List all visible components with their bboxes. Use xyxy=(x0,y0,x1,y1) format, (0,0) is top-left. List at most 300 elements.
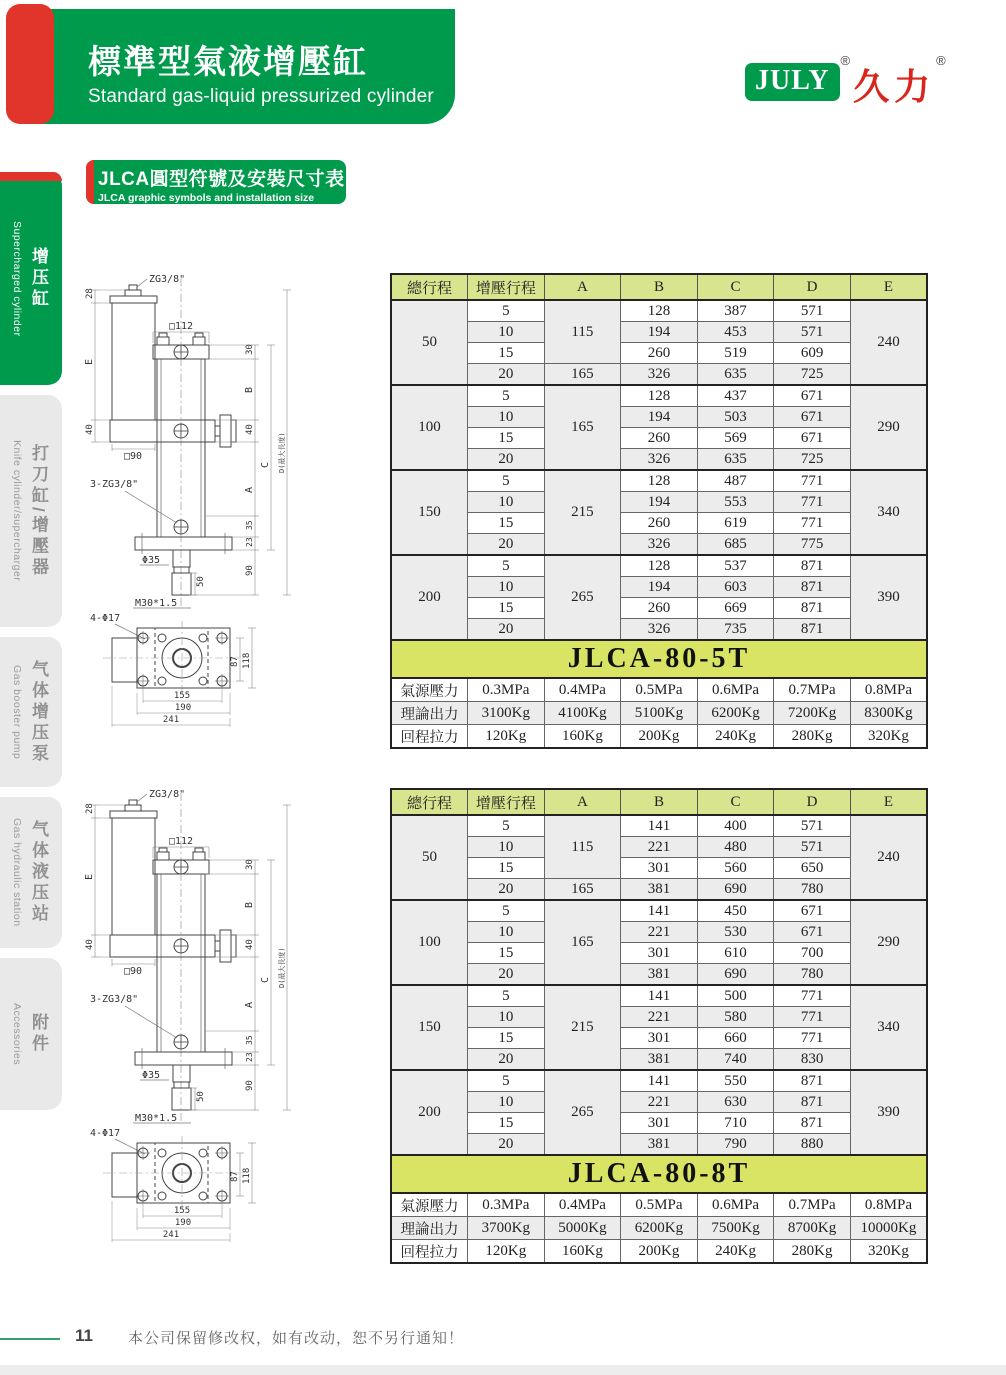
dim40-left-label: 40 xyxy=(85,424,95,435)
dim-cell: 610 xyxy=(697,943,774,964)
holes-label: 4-Φ17 xyxy=(90,1128,121,1139)
dim-cell: 635 xyxy=(697,364,774,386)
dim-cell: 115 xyxy=(544,300,621,364)
dim-cell: 5 xyxy=(468,555,545,577)
dim-cell: 10 xyxy=(468,1092,545,1113)
page-bottom-edge xyxy=(0,1365,1006,1375)
spec-table xyxy=(390,1192,928,1264)
dim-cell: 165 xyxy=(544,900,621,985)
dim-cell: 215 xyxy=(544,470,621,555)
dimA-label: A xyxy=(244,1001,255,1008)
dimension-table xyxy=(390,788,928,1156)
dim-cell: 0.6MPa xyxy=(697,678,774,702)
spec-row-label: 理論出力 xyxy=(391,1217,468,1240)
phi35-label: Φ35 xyxy=(142,555,161,566)
thread-label: M30*1.5 xyxy=(135,1113,178,1124)
dim-cell: 260 xyxy=(621,513,698,534)
dim-cell: 790 xyxy=(697,1134,774,1156)
dim-cell: 519 xyxy=(697,343,774,364)
dim-cell: 15 xyxy=(468,1113,545,1134)
dim-cell: 603 xyxy=(697,577,774,598)
dim-cell: 487 xyxy=(697,470,774,492)
dim-cell: 221 xyxy=(621,922,698,943)
dimension-table-block-1 xyxy=(390,273,928,749)
dim-column-header: 增壓行程 xyxy=(468,789,545,815)
dim-cell: 100 xyxy=(391,900,468,985)
dimE-label: E xyxy=(85,873,95,880)
dim-cell: 165 xyxy=(544,364,621,386)
header-red-accent xyxy=(6,4,54,124)
dim-cell: 20 xyxy=(468,364,545,386)
sidebar-tab-gas-booster-pump[interactable] xyxy=(0,637,62,787)
dim-cell: 669 xyxy=(697,598,774,619)
dim-cell: 128 xyxy=(621,470,698,492)
dim-cell: 780 xyxy=(774,964,851,986)
dim-cell: 690 xyxy=(697,964,774,986)
page-number: 11 xyxy=(75,1326,93,1345)
dim-cell: 15 xyxy=(468,1028,545,1049)
dim-cell: 871 xyxy=(774,577,851,598)
dim-cell: 260 xyxy=(621,343,698,364)
dim-cell: 10 xyxy=(468,322,545,343)
dim-cell: 0.3MPa xyxy=(468,678,545,702)
dim-cell: 280Kg xyxy=(774,1240,851,1264)
dim-cell: 771 xyxy=(774,513,851,534)
dim-cell: 326 xyxy=(621,534,698,556)
dim-cell: 671 xyxy=(774,407,851,428)
sidebar-tab-knife-cylinder[interactable] xyxy=(0,395,62,627)
dim-cell: 160Kg xyxy=(544,725,621,749)
page-subtitle: Standard gas-liquid pressurized cylinder xyxy=(88,86,434,107)
dim-cell: 5 xyxy=(468,900,545,922)
dim-cell: 5 xyxy=(468,470,545,492)
section-title-en: JLCA graphic symbols and installation size xyxy=(98,192,315,204)
spec-row-label: 回程拉力 xyxy=(391,725,468,749)
dim35-label: 35 xyxy=(245,520,254,530)
spec-row-label: 氣源壓力 xyxy=(391,1193,468,1217)
tab-label-en: Supercharged cylinder xyxy=(11,220,23,337)
sidebar-tab-accessories[interactable] xyxy=(0,958,62,1110)
tab-label-en: Accessories xyxy=(11,1002,23,1066)
dim-cell: 537 xyxy=(697,555,774,577)
dim-cell: 326 xyxy=(621,619,698,641)
dimB-label: B xyxy=(244,386,255,393)
registered-mark-icon: ® xyxy=(840,53,851,68)
tab-label-en: Gas booster pump xyxy=(11,664,23,760)
dim-cell: 50 xyxy=(391,300,468,385)
dim90-label: 90 xyxy=(245,565,255,576)
dim-cell: 141 xyxy=(621,815,698,837)
dim-cell: 260 xyxy=(621,598,698,619)
dimD-label: D(最大長度) xyxy=(278,947,286,988)
dim-cell: 390 xyxy=(850,555,927,640)
dim-cell: 200Kg xyxy=(621,1240,698,1264)
dim-cell: 0.5MPa xyxy=(621,1193,698,1217)
dim-cell: 500 xyxy=(697,985,774,1007)
dim-cell: 141 xyxy=(621,985,698,1007)
dim-cell: 5 xyxy=(468,815,545,837)
dim-cell: 194 xyxy=(621,577,698,598)
dimB-label: B xyxy=(244,901,255,908)
dim40-left-label: 40 xyxy=(85,939,95,950)
dim-cell: 830 xyxy=(774,1049,851,1071)
dim-cell: 780 xyxy=(774,879,851,901)
dim-cell: 381 xyxy=(621,1049,698,1071)
dim-cell: 7500Kg xyxy=(697,1217,774,1240)
dim-cell: 120Kg xyxy=(468,1240,545,1264)
dim-cell: 265 xyxy=(544,1070,621,1155)
dim-cell: 871 xyxy=(774,1070,851,1092)
dim-cell: 381 xyxy=(621,1134,698,1156)
spec-row-label: 氣源壓力 xyxy=(391,678,468,702)
logo-july: JULY xyxy=(745,63,840,101)
dim-cell: 571 xyxy=(774,300,851,322)
dim-cell: 128 xyxy=(621,385,698,407)
dim-cell: 128 xyxy=(621,300,698,322)
dimC-label: C xyxy=(260,976,271,983)
spec-table xyxy=(390,677,928,749)
dim-cell: 10000Kg xyxy=(850,1217,927,1240)
dim-cell: 650 xyxy=(774,858,851,879)
dim-cell: 390 xyxy=(850,1070,927,1155)
dim-cell: 301 xyxy=(621,943,698,964)
dim-cell: 725 xyxy=(774,449,851,471)
dim-cell: 5000Kg xyxy=(544,1217,621,1240)
dim-cell: 550 xyxy=(697,1070,774,1092)
dim-cell: 671 xyxy=(774,922,851,943)
dim-cell: 165 xyxy=(544,385,621,470)
dim-column-header: 總行程 xyxy=(391,789,468,815)
dim-cell: 400 xyxy=(697,815,774,837)
f87-label: 87 xyxy=(230,656,240,667)
sq90-label: □90 xyxy=(123,966,143,977)
dim-cell: 20 xyxy=(468,879,545,901)
dim-cell: 320Kg xyxy=(850,1240,927,1264)
dim-cell: 265 xyxy=(544,555,621,640)
dim-cell: 10 xyxy=(468,407,545,428)
dim-cell: 340 xyxy=(850,985,927,1070)
dim-cell: 15 xyxy=(468,598,545,619)
dim-cell: 221 xyxy=(621,1092,698,1113)
dim-cell: 120Kg xyxy=(468,725,545,749)
dim-column-header: D xyxy=(774,274,851,300)
dim23-label: 23 xyxy=(245,537,254,547)
dim-cell: 301 xyxy=(621,858,698,879)
dimE-label: E xyxy=(85,358,95,365)
dim-column-header: B xyxy=(621,789,698,815)
dim-cell: 150 xyxy=(391,985,468,1070)
dim-cell: 569 xyxy=(697,428,774,449)
dim-cell: 8700Kg xyxy=(774,1217,851,1240)
registered-mark-icon: ® xyxy=(936,53,946,68)
dim-cell: 200 xyxy=(391,555,468,640)
dim50-label: 50 xyxy=(196,1091,206,1102)
dim-cell: 115 xyxy=(544,815,621,879)
dim-cell: 7200Kg xyxy=(774,702,851,725)
dim-cell: 609 xyxy=(774,343,851,364)
cylinder-drawing-2 xyxy=(85,778,387,1305)
dimension-table xyxy=(390,273,928,641)
f155-label: 155 xyxy=(173,691,191,701)
dim-cell: 771 xyxy=(774,1007,851,1028)
dim-cell: 50 xyxy=(391,815,468,900)
f190-label: 190 xyxy=(174,1218,192,1228)
dim-cell: 20 xyxy=(468,449,545,471)
page-title: 標準型氣液增壓缸 xyxy=(88,43,368,80)
dim-cell: 630 xyxy=(697,1092,774,1113)
f118-label: 118 xyxy=(242,652,252,669)
dim-cell: 685 xyxy=(697,534,774,556)
dim-cell: 0.7MPa xyxy=(774,1193,851,1217)
tab-label-zh: 增压缸 xyxy=(29,247,48,310)
dim-cell: 10 xyxy=(468,577,545,598)
dim-cell: 580 xyxy=(697,1007,774,1028)
dim-cell: 15 xyxy=(468,943,545,964)
dim-cell: 560 xyxy=(697,858,774,879)
sq90-label: □90 xyxy=(123,451,143,462)
dim-cell: 6200Kg xyxy=(621,1217,698,1240)
dim-cell: 301 xyxy=(621,1113,698,1134)
dim-cell: 200 xyxy=(391,1070,468,1155)
dim-cell: 0.8MPa xyxy=(850,678,927,702)
holes-label: 4-Φ17 xyxy=(90,613,121,624)
dim-cell: 660 xyxy=(697,1028,774,1049)
dim-cell: 340 xyxy=(850,470,927,555)
dim-cell: 635 xyxy=(697,449,774,471)
dim-cell: 3100Kg xyxy=(468,702,545,725)
dim-cell: 8300Kg xyxy=(850,702,927,725)
dim-cell: 20 xyxy=(468,1049,545,1071)
dim-cell: 215 xyxy=(544,985,621,1070)
f118-label: 118 xyxy=(242,1167,252,1184)
dim-cell: 160Kg xyxy=(544,1240,621,1264)
phi35-label: Φ35 xyxy=(142,1070,161,1081)
dim-cell: 0.4MPa xyxy=(544,1193,621,1217)
dim-cell: 240 xyxy=(850,300,927,385)
sidebar-tab-supercharged-cylinder[interactable] xyxy=(0,172,62,385)
dim-cell: 3700Kg xyxy=(468,1217,545,1240)
f241-label: 241 xyxy=(162,1230,180,1240)
dim30-label: 30 xyxy=(245,344,255,355)
dim-cell: 194 xyxy=(621,492,698,513)
f190-label: 190 xyxy=(174,703,192,713)
dim-cell: 437 xyxy=(697,385,774,407)
dim50-label: 50 xyxy=(196,576,206,587)
port-top-label: ZG3/8" xyxy=(149,789,186,800)
dim-cell: 381 xyxy=(621,879,698,901)
dim-cell: 671 xyxy=(774,385,851,407)
dim-cell: 240Kg xyxy=(697,1240,774,1264)
spec-row-label: 理論出力 xyxy=(391,702,468,725)
dim28-label: 28 xyxy=(85,803,95,814)
ports3-label: 3-ZG3/8" xyxy=(90,479,139,490)
tab-label-en: Knife cylinder/supercharger xyxy=(11,440,23,582)
dim-column-header: A xyxy=(544,274,621,300)
dim-cell: 735 xyxy=(697,619,774,641)
dim-cell: 194 xyxy=(621,407,698,428)
tab-label-zh: 附件 xyxy=(29,1013,48,1055)
dim-cell: 503 xyxy=(697,407,774,428)
dim90-label: 90 xyxy=(245,1080,255,1091)
model-banner: JLCA-80-5T xyxy=(390,639,928,679)
dim-cell: 0.4MPa xyxy=(544,678,621,702)
dim-column-header: C xyxy=(697,789,774,815)
dim-cell: 290 xyxy=(850,385,927,470)
thread-label: M30*1.5 xyxy=(135,598,178,609)
dim-cell: 571 xyxy=(774,322,851,343)
dim-cell: 5 xyxy=(468,300,545,322)
dim28-label: 28 xyxy=(85,288,95,299)
dim-column-header: E xyxy=(850,274,927,300)
dimD-label: D(最大長度) xyxy=(278,432,286,473)
dim-cell: 15 xyxy=(468,513,545,534)
dim35-label: 35 xyxy=(245,1035,254,1045)
dim-cell: 0.3MPa xyxy=(468,1193,545,1217)
dim-cell: 5 xyxy=(468,985,545,1007)
dim-cell: 740 xyxy=(697,1049,774,1071)
dim-cell: 20 xyxy=(468,1134,545,1156)
dim-cell: 10 xyxy=(468,492,545,513)
dim-cell: 165 xyxy=(544,879,621,901)
dim-cell: 671 xyxy=(774,900,851,922)
dim-cell: 150 xyxy=(391,470,468,555)
dim-cell: 20 xyxy=(468,964,545,986)
dim-cell: 200Kg xyxy=(621,725,698,749)
model-banner: JLCA-80-8T xyxy=(390,1154,928,1194)
dim-cell: 771 xyxy=(774,470,851,492)
dim-cell: 280Kg xyxy=(774,725,851,749)
cylinder-drawing-1 xyxy=(85,263,387,790)
tab-label-zh: 气体液压站 xyxy=(29,820,48,925)
dim-column-header: A xyxy=(544,789,621,815)
dim-cell: 15 xyxy=(468,343,545,364)
dim-cell: 15 xyxy=(468,858,545,879)
dim-cell: 0.7MPa xyxy=(774,678,851,702)
tab-label-zh: 打刀缸/增壓器 xyxy=(29,443,48,579)
dim-cell: 10 xyxy=(468,922,545,943)
dimA-label: A xyxy=(244,486,255,493)
dim-cell: 871 xyxy=(774,1113,851,1134)
dim-column-header: C xyxy=(697,274,774,300)
dim-cell: 260 xyxy=(621,428,698,449)
dim-cell: 326 xyxy=(621,364,698,386)
dim-cell: 290 xyxy=(850,900,927,985)
dim-cell: 240Kg xyxy=(697,725,774,749)
section-title-zh: JLCA圓型符號及安裝尺寸表 xyxy=(98,169,345,190)
dim-cell: 700 xyxy=(774,943,851,964)
dim-cell: 4100Kg xyxy=(544,702,621,725)
dim-cell: 871 xyxy=(774,619,851,641)
dim-cell: 5 xyxy=(468,1070,545,1092)
dim-cell: 141 xyxy=(621,900,698,922)
dim-cell: 453 xyxy=(697,322,774,343)
dim-cell: 326 xyxy=(621,449,698,471)
spec-row-label: 回程拉力 xyxy=(391,1240,468,1264)
sq112-label: □112 xyxy=(168,836,194,847)
section-header xyxy=(86,160,346,204)
dim-cell: 871 xyxy=(774,555,851,577)
dim30-label: 30 xyxy=(245,859,255,870)
dim-column-header: D xyxy=(774,789,851,815)
dim-cell: 725 xyxy=(774,364,851,386)
dim-cell: 301 xyxy=(621,1028,698,1049)
dim-column-header: 增壓行程 xyxy=(468,274,545,300)
sidebar-tab-gas-hydraulic-station[interactable] xyxy=(0,797,62,948)
dim-cell: 387 xyxy=(697,300,774,322)
dim-cell: 10 xyxy=(468,837,545,858)
dim-cell: 128 xyxy=(621,555,698,577)
dimC-label: C xyxy=(260,461,271,468)
dim-cell: 871 xyxy=(774,598,851,619)
dim-cell: 5100Kg xyxy=(621,702,698,725)
dim-cell: 141 xyxy=(621,1070,698,1092)
tab-label-zh: 气体增压泵 xyxy=(29,659,48,765)
dim-cell: 880 xyxy=(774,1134,851,1156)
dim-cell: 571 xyxy=(774,837,851,858)
tab-label-en: Gas hydraulic station xyxy=(11,818,23,927)
dim-cell: 6200Kg xyxy=(697,702,774,725)
dim-cell: 20 xyxy=(468,619,545,641)
dim-cell: 619 xyxy=(697,513,774,534)
dim40-right-label: 40 xyxy=(245,424,255,435)
dim-cell: 871 xyxy=(774,1092,851,1113)
dim23-label: 23 xyxy=(245,1052,254,1062)
dim-cell: 0.6MPa xyxy=(697,1193,774,1217)
dim-cell: 194 xyxy=(621,322,698,343)
dimension-table-block-2 xyxy=(390,788,928,1264)
dim-cell: 15 xyxy=(468,428,545,449)
dim-cell: 775 xyxy=(774,534,851,556)
dim-cell: 221 xyxy=(621,1007,698,1028)
ports3-label: 3-ZG3/8" xyxy=(90,994,139,1005)
f87-label: 87 xyxy=(230,1171,240,1182)
dim-cell: 20 xyxy=(468,534,545,556)
footer-rule xyxy=(0,1338,60,1340)
footer-notice: 本公司保留修改权，如有改动，恕不另行通知！ xyxy=(128,1330,465,1347)
dim-cell: 381 xyxy=(621,964,698,986)
port-top-label: ZG3/8" xyxy=(149,274,186,285)
dim-column-header: B xyxy=(621,274,698,300)
header-text xyxy=(88,44,434,108)
dim-cell: 221 xyxy=(621,837,698,858)
dim40-right-label: 40 xyxy=(245,939,255,950)
dim-cell: 571 xyxy=(774,815,851,837)
dim-cell: 710 xyxy=(697,1113,774,1134)
dim-cell: 480 xyxy=(697,837,774,858)
dim-cell: 690 xyxy=(697,879,774,901)
brand-logo xyxy=(745,53,949,110)
dim-cell: 0.5MPa xyxy=(621,678,698,702)
dim-cell: 10 xyxy=(468,1007,545,1028)
f155-label: 155 xyxy=(173,1206,191,1216)
dim-cell: 671 xyxy=(774,428,851,449)
dim-cell: 320Kg xyxy=(850,725,927,749)
sq112-label: □112 xyxy=(168,321,194,332)
dim-cell: 240 xyxy=(850,815,927,900)
logo-jiuli: 久力 xyxy=(853,66,936,107)
dim-column-header: 總行程 xyxy=(391,274,468,300)
dim-cell: 450 xyxy=(697,900,774,922)
dim-cell: 771 xyxy=(774,1028,851,1049)
dim-cell: 553 xyxy=(697,492,774,513)
f241-label: 241 xyxy=(162,715,180,725)
dim-cell: 5 xyxy=(468,385,545,407)
dim-cell: 100 xyxy=(391,385,468,470)
dim-column-header: E xyxy=(850,789,927,815)
dim-cell: 530 xyxy=(697,922,774,943)
dim-cell: 771 xyxy=(774,985,851,1007)
dim-cell: 771 xyxy=(774,492,851,513)
